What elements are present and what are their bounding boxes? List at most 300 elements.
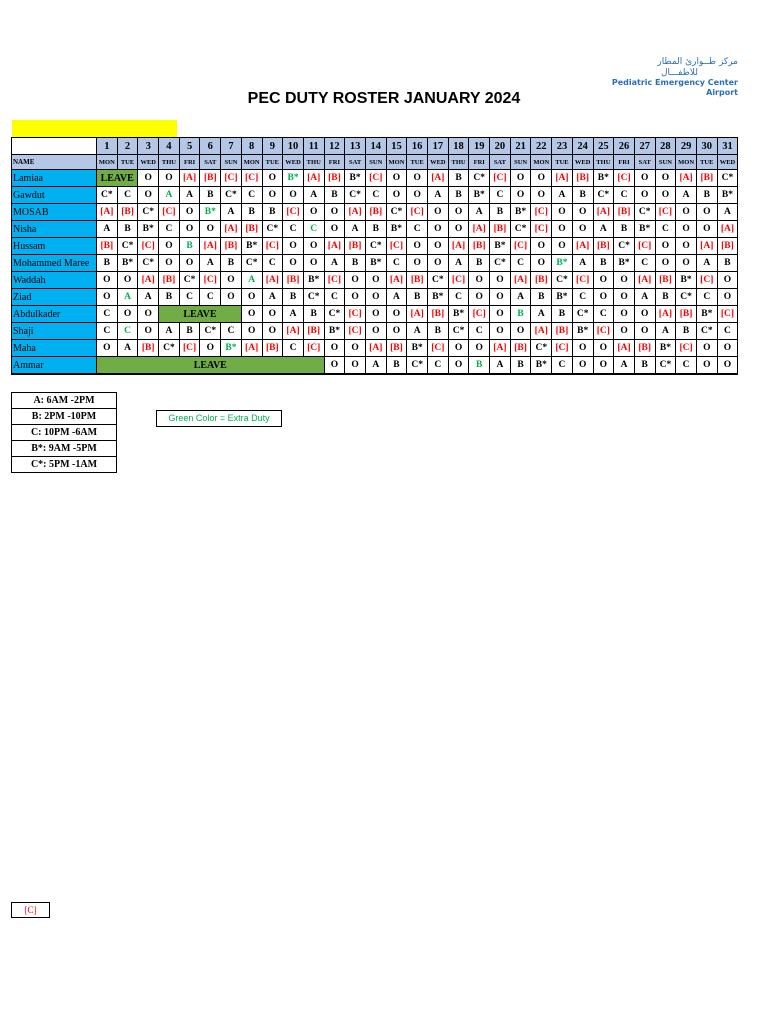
- shift-cell: [A]: [200, 238, 221, 255]
- legend-item-b-star: B*: 9AM -5PM: [12, 441, 117, 457]
- shift-cell: O: [448, 221, 469, 238]
- shift-cell: A: [407, 323, 428, 340]
- shift-cell: O: [655, 187, 676, 204]
- shift-cell: [C]: [386, 238, 407, 255]
- duty-roster-table: [11, 137, 738, 375]
- shift-cell: B: [221, 255, 242, 272]
- shift-cell: [A]: [531, 323, 552, 340]
- shift-cell: A: [531, 306, 552, 323]
- staff-name: Gawdut: [12, 187, 97, 204]
- shift-cell: O: [345, 289, 366, 306]
- weekday-cell: FRI: [614, 155, 635, 170]
- shift-cell: B: [634, 357, 655, 375]
- shift-cell: O: [345, 272, 366, 289]
- shift-cell: [B]: [428, 306, 449, 323]
- shift-cell: C*: [428, 272, 449, 289]
- legend-item-c-star: C*: 5PM -1AM: [12, 457, 117, 473]
- shift-cell: O: [655, 255, 676, 272]
- shift-cell: B: [407, 289, 428, 306]
- shift-cell: B: [469, 255, 490, 272]
- shift-cell: C*: [117, 238, 138, 255]
- day-number-cell: 10: [283, 138, 304, 155]
- shift-cell: B*: [572, 323, 593, 340]
- shift-cell: [A]: [386, 272, 407, 289]
- shift-cell: [A]: [428, 170, 449, 187]
- staff-name: MOSAB: [12, 204, 97, 221]
- shift-cell: O: [345, 357, 366, 375]
- weekday-cell: WED: [283, 155, 304, 170]
- shift-cell: C*: [510, 221, 531, 238]
- shift-cell: O: [572, 221, 593, 238]
- logo-arabic-line1: مركز طــوارئ المطار: [657, 57, 738, 67]
- shift-cell: O: [179, 255, 200, 272]
- day-number-cell: 4: [159, 138, 180, 155]
- shift-cell: A: [179, 187, 200, 204]
- day-number-cell: 14: [365, 138, 386, 155]
- shift-cell: [C]: [324, 272, 345, 289]
- shift-cell: [B]: [324, 170, 345, 187]
- shift-cell: O: [490, 306, 511, 323]
- shift-cell: B: [717, 255, 738, 272]
- shift-cell: B: [676, 323, 697, 340]
- shift-cell: O: [303, 238, 324, 255]
- shift-cell: O: [221, 272, 242, 289]
- shift-cell: B: [614, 221, 635, 238]
- shift-cell: B: [448, 187, 469, 204]
- weekday-cell: SUN: [655, 155, 676, 170]
- day-number-cell: 5: [179, 138, 200, 155]
- extra-duty-shift-cell: A: [159, 187, 180, 204]
- shift-cell: [B]: [593, 238, 614, 255]
- staff-row: [12, 323, 738, 340]
- staff-name: Waddah: [12, 272, 97, 289]
- shift-cell: A: [428, 187, 449, 204]
- shift-cell: O: [634, 187, 655, 204]
- shift-cell: B*: [552, 289, 573, 306]
- shift-cell: O: [386, 187, 407, 204]
- shift-cell: O: [593, 289, 614, 306]
- shift-cell: [A]: [448, 238, 469, 255]
- shift-cell: C*: [634, 204, 655, 221]
- shift-cell: C: [717, 323, 738, 340]
- shift-cell: O: [448, 340, 469, 357]
- weekday-cell: FRI: [469, 155, 490, 170]
- shift-cell: [A]: [179, 170, 200, 187]
- day-number-cell: 9: [262, 138, 283, 155]
- shift-cell: O: [324, 357, 345, 375]
- weekday-cell: FRI: [324, 155, 345, 170]
- shift-cell: C: [676, 357, 697, 375]
- shift-cell: [B]: [572, 170, 593, 187]
- highlight-cell: [12, 120, 177, 137]
- extra-duty-shift-cell: B*: [552, 255, 573, 272]
- shift-cell: O: [572, 340, 593, 357]
- shift-cell: B*: [655, 340, 676, 357]
- shift-cell: [C]: [262, 238, 283, 255]
- day-number-cell: 23: [552, 138, 573, 155]
- shift-cell: C*: [448, 323, 469, 340]
- shift-cell: O: [365, 289, 386, 306]
- day-number-cell: 19: [469, 138, 490, 155]
- shift-cell: O: [593, 272, 614, 289]
- shift-cell: [B]: [696, 170, 717, 187]
- weekday-cell: WED: [717, 155, 738, 170]
- staff-name: Maha: [12, 340, 97, 357]
- shift-cell: [C]: [531, 204, 552, 221]
- shift-cell: O: [365, 306, 386, 323]
- weekday-cell: SAT: [200, 155, 221, 170]
- shift-cell: A: [696, 255, 717, 272]
- shift-cell: O: [117, 272, 138, 289]
- shift-cell: B*: [407, 340, 428, 357]
- shift-cell: A: [676, 187, 697, 204]
- extra-duty-shift-cell: A: [241, 272, 262, 289]
- shift-cell: C: [428, 357, 449, 375]
- shift-cell: [A]: [593, 204, 614, 221]
- shift-cell: [A]: [655, 306, 676, 323]
- shift-cell: [B]: [407, 272, 428, 289]
- shift-cell: [B]: [365, 204, 386, 221]
- shift-cell: O: [97, 289, 118, 306]
- shift-cell: C: [200, 289, 221, 306]
- shift-cell: O: [614, 272, 635, 289]
- shift-cell: O: [531, 238, 552, 255]
- shift-cell: B*: [365, 255, 386, 272]
- shift-cell: C*: [365, 238, 386, 255]
- shift-cell: C*: [593, 187, 614, 204]
- shift-cell: [A]: [676, 170, 697, 187]
- shift-cell: B: [696, 187, 717, 204]
- shift-cell: O: [138, 306, 159, 323]
- shift-cell: C: [283, 340, 304, 357]
- shift-cell: C: [634, 255, 655, 272]
- shift-cell: O: [614, 289, 635, 306]
- shift-cell: O: [469, 272, 490, 289]
- extra-duty-shift-cell: C: [303, 221, 324, 238]
- shift-cell: [A]: [407, 306, 428, 323]
- staff-row: [12, 238, 738, 255]
- shift-cell: O: [593, 340, 614, 357]
- shift-cell: O: [572, 357, 593, 375]
- extra-duty-shift-cell: B: [179, 238, 200, 255]
- shift-cell: O: [365, 323, 386, 340]
- shift-cell: O: [386, 306, 407, 323]
- shift-cell: O: [241, 289, 262, 306]
- shift-cell: B: [593, 255, 614, 272]
- legend-item-b: B: 2PM -10PM: [12, 409, 117, 425]
- shift-cell: O: [469, 340, 490, 357]
- staff-row: [12, 357, 738, 375]
- shift-cell: O: [676, 238, 697, 255]
- shift-cell: O: [717, 340, 738, 357]
- day-number-row: [12, 138, 738, 155]
- shift-cell: [B]: [283, 272, 304, 289]
- shift-cell: O: [696, 221, 717, 238]
- shift-cell: O: [159, 170, 180, 187]
- shift-cell: [B]: [221, 238, 242, 255]
- shift-cell: O: [407, 255, 428, 272]
- shift-cell: O: [469, 289, 490, 306]
- shift-cell: B: [262, 204, 283, 221]
- shift-cell: [B]: [634, 340, 655, 357]
- shift-cell: [B]: [117, 204, 138, 221]
- shift-cell: B*: [614, 255, 635, 272]
- shift-cell: C*: [655, 357, 676, 375]
- shift-cell: B: [448, 170, 469, 187]
- shift-cell: B*: [241, 238, 262, 255]
- weekday-cell: THU: [448, 155, 469, 170]
- shift-cell: B: [552, 306, 573, 323]
- extra-duty-shift-cell: B: [510, 306, 531, 323]
- staff-name: Lamiaa: [12, 170, 97, 187]
- shift-cell: A: [200, 255, 221, 272]
- shift-cell: [C]: [303, 340, 324, 357]
- shift-cell: A: [448, 255, 469, 272]
- shift-cell: [B]: [552, 323, 573, 340]
- shift-cell: [B]: [200, 170, 221, 187]
- shift-cell: [C]: [345, 323, 366, 340]
- shift-cell: O: [138, 323, 159, 340]
- weekday-cell: MON: [386, 155, 407, 170]
- shift-cell: [B]: [386, 340, 407, 357]
- shift-cell: O: [262, 306, 283, 323]
- shift-cell: O: [676, 204, 697, 221]
- shift-cell: O: [283, 187, 304, 204]
- shift-cell: C: [448, 289, 469, 306]
- shift-cell: [C]: [221, 170, 242, 187]
- shift-cell: C: [365, 187, 386, 204]
- shift-cell: C*: [97, 187, 118, 204]
- shift-cell: [B]: [490, 221, 511, 238]
- shift-cell: [C]: [365, 170, 386, 187]
- shift-cell: O: [490, 323, 511, 340]
- shift-cell: O: [510, 323, 531, 340]
- shift-cell: C*: [221, 187, 242, 204]
- day-number-cell: 25: [593, 138, 614, 155]
- shift-cell: A: [262, 289, 283, 306]
- shift-cell: B: [283, 289, 304, 306]
- shift-cell: O: [531, 187, 552, 204]
- weekday-cell: SUN: [221, 155, 242, 170]
- shift-cell: C*: [324, 306, 345, 323]
- shift-cell: C*: [179, 272, 200, 289]
- shift-cell: C: [655, 221, 676, 238]
- shift-cell: B*: [345, 170, 366, 187]
- shift-cell: C*: [345, 187, 366, 204]
- shift-cell: C*: [696, 323, 717, 340]
- shift-cell: O: [552, 204, 573, 221]
- shift-cell: C*: [469, 170, 490, 187]
- shift-cell: B: [510, 357, 531, 375]
- shift-cell: B: [97, 255, 118, 272]
- name-column-header: NAME: [12, 155, 97, 170]
- shift-cell: A: [593, 221, 614, 238]
- shift-cell: [C]: [159, 204, 180, 221]
- shift-cell: O: [324, 204, 345, 221]
- shift-cell: C*: [531, 340, 552, 357]
- shift-cell: [A]: [262, 272, 283, 289]
- day-number-cell: 30: [696, 138, 717, 155]
- shift-cell: [B]: [717, 238, 738, 255]
- shift-cell: C: [552, 357, 573, 375]
- shift-cell: [C]: [283, 204, 304, 221]
- header-corner-cell: [12, 138, 97, 155]
- logo-arabic-line2: للاطفـــال: [660, 68, 698, 78]
- shift-cell: O: [345, 340, 366, 357]
- weekday-cell: FRI: [179, 155, 200, 170]
- shift-cell: O: [676, 255, 697, 272]
- shift-cell: [A]: [490, 340, 511, 357]
- staff-name: Ammar: [12, 357, 97, 375]
- shift-cell: A: [345, 221, 366, 238]
- shift-cell: O: [634, 170, 655, 187]
- shift-cell: B*: [428, 289, 449, 306]
- shift-cell: O: [655, 170, 676, 187]
- shift-cell: B: [345, 255, 366, 272]
- leave-block: LEAVE: [97, 357, 325, 375]
- day-number-cell: 16: [407, 138, 428, 155]
- weekday-cell: MON: [241, 155, 262, 170]
- shift-cell: B*: [531, 357, 552, 375]
- shift-cell: [A]: [241, 340, 262, 357]
- shift-cell: O: [283, 255, 304, 272]
- staff-row: [12, 306, 738, 323]
- shift-cell: A: [324, 255, 345, 272]
- weekday-cell: MON: [531, 155, 552, 170]
- day-number-cell: 6: [200, 138, 221, 155]
- day-number-cell: 11: [303, 138, 324, 155]
- staff-row: [12, 204, 738, 221]
- shift-cell: B: [490, 204, 511, 221]
- shift-cell: C: [283, 221, 304, 238]
- shift-cell: O: [676, 221, 697, 238]
- shift-cell: C*: [572, 306, 593, 323]
- shift-cell: C*: [717, 170, 738, 187]
- shift-cell: C*: [262, 221, 283, 238]
- shift-cell: O: [634, 323, 655, 340]
- shift-cell: [A]: [138, 272, 159, 289]
- shift-cell: [A]: [303, 170, 324, 187]
- shift-cell: B: [200, 187, 221, 204]
- shift-cell: O: [138, 187, 159, 204]
- shift-cell: B*: [593, 170, 614, 187]
- shift-cell: A: [552, 187, 573, 204]
- shift-cell: C: [159, 221, 180, 238]
- shift-cell: C: [490, 187, 511, 204]
- shift-cell: [B]: [655, 272, 676, 289]
- leave-block: LEAVE: [159, 306, 242, 323]
- shift-cell: C*: [159, 340, 180, 357]
- shift-cell: O: [221, 289, 242, 306]
- logo-english-name: Pediatric Emergency Center Airport: [611, 78, 738, 97]
- shift-cell: [C]: [614, 170, 635, 187]
- shift-cell: C*: [241, 255, 262, 272]
- shift-cell: [A]: [634, 272, 655, 289]
- shift-cell: B: [655, 289, 676, 306]
- weekday-cell: WED: [138, 155, 159, 170]
- bottom-c-code: [C]: [11, 902, 50, 918]
- shift-cell: C: [593, 306, 614, 323]
- shift-cell: [C]: [448, 272, 469, 289]
- shift-cell: C*: [386, 204, 407, 221]
- shift-cell: B: [386, 357, 407, 375]
- shift-cell: A: [117, 340, 138, 357]
- shift-cell: C: [117, 187, 138, 204]
- shift-cell: B: [531, 289, 552, 306]
- extra-duty-shift-cell: B*: [200, 204, 221, 221]
- shift-cell: C*: [490, 255, 511, 272]
- day-number-cell: 24: [572, 138, 593, 155]
- staff-name: Nisha: [12, 221, 97, 238]
- shift-cell: O: [717, 357, 738, 375]
- shift-legend: [11, 392, 117, 473]
- shift-cell: O: [97, 340, 118, 357]
- shift-cell: C: [97, 306, 118, 323]
- shift-cell: O: [159, 255, 180, 272]
- shift-cell: C: [407, 221, 428, 238]
- weekday-cell: SAT: [490, 155, 511, 170]
- staff-row: [12, 170, 738, 187]
- extra-duty-shift-cell: B*: [283, 170, 304, 187]
- shift-cell: [B]: [138, 340, 159, 357]
- day-number-cell: 3: [138, 138, 159, 155]
- shift-cell: O: [634, 306, 655, 323]
- day-number-cell: 15: [386, 138, 407, 155]
- shift-cell: O: [531, 170, 552, 187]
- day-number-cell: 22: [531, 138, 552, 155]
- shift-cell: C: [386, 255, 407, 272]
- shift-cell: O: [241, 306, 262, 323]
- shift-cell: O: [428, 221, 449, 238]
- shift-cell: B*: [676, 272, 697, 289]
- shift-cell: O: [614, 306, 635, 323]
- shift-cell: C: [572, 289, 593, 306]
- shift-cell: [B]: [676, 306, 697, 323]
- shift-cell: C*: [676, 289, 697, 306]
- shift-cell: C: [221, 323, 242, 340]
- shift-cell: C: [324, 289, 345, 306]
- shift-cell: O: [97, 272, 118, 289]
- shift-cell: [B]: [241, 221, 262, 238]
- shift-cell: O: [303, 204, 324, 221]
- weekday-cell: SAT: [634, 155, 655, 170]
- shift-cell: O: [200, 340, 221, 357]
- shift-cell: [C]: [634, 238, 655, 255]
- shift-cell: [C]: [696, 272, 717, 289]
- leave-block: LEAVE: [97, 170, 138, 187]
- shift-cell: B: [324, 187, 345, 204]
- shift-cell: A: [303, 187, 324, 204]
- shift-cell: O: [179, 204, 200, 221]
- staff-row: [12, 187, 738, 204]
- shift-cell: O: [283, 238, 304, 255]
- staff-name: Abdulkader: [12, 306, 97, 323]
- shift-cell: A: [572, 255, 593, 272]
- shift-cell: [A]: [717, 221, 738, 238]
- shift-cell: [A]: [469, 221, 490, 238]
- shift-cell: O: [428, 255, 449, 272]
- shift-cell: C*: [200, 323, 221, 340]
- shift-cell: C: [469, 323, 490, 340]
- shift-cell: [C]: [345, 306, 366, 323]
- shift-cell: O: [262, 187, 283, 204]
- weekday-cell: TUE: [552, 155, 573, 170]
- shift-cell: O: [552, 238, 573, 255]
- shift-cell: [C]: [593, 323, 614, 340]
- weekday-cell: THU: [593, 155, 614, 170]
- page-title: PEC DUTY ROSTER JANUARY 2024: [247, 90, 521, 107]
- shift-cell: [B]: [614, 204, 635, 221]
